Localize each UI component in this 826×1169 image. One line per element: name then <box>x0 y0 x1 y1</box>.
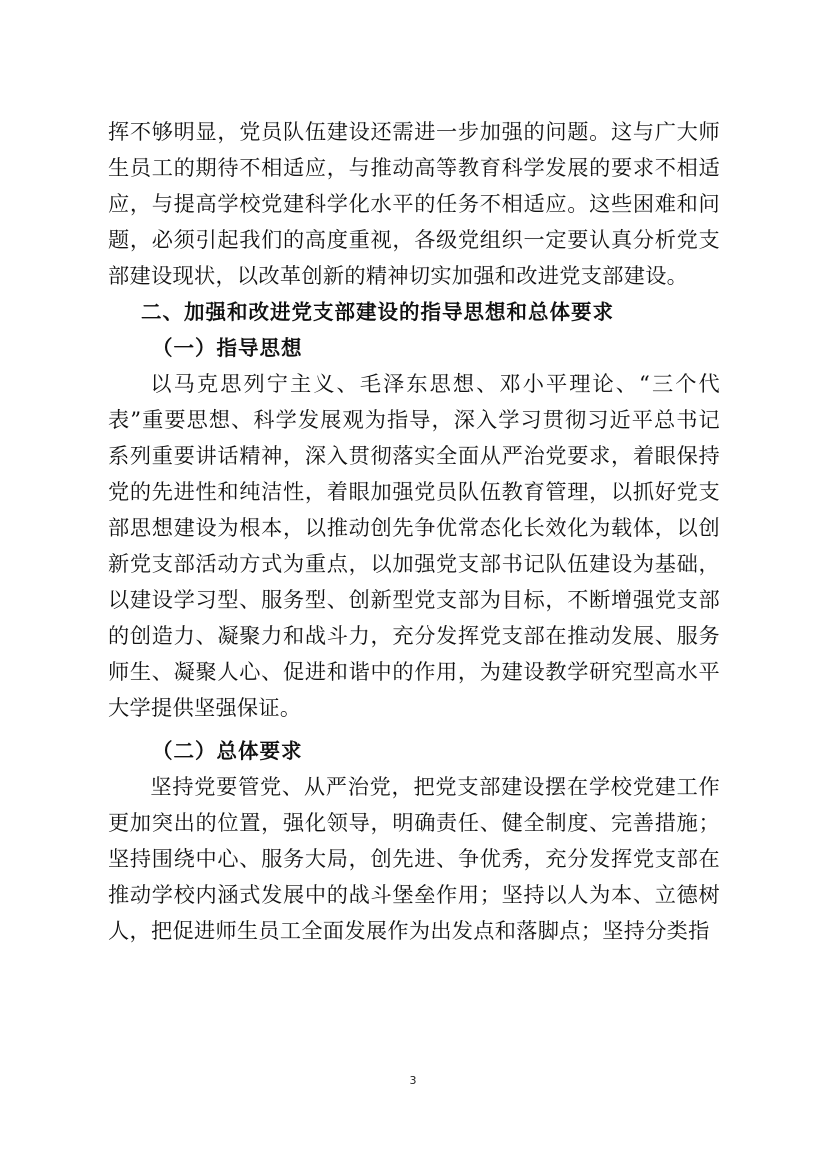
continuation-paragraph: 挥不够明显，党员队伍建设还需进一步加强的问题。这与广大师生员工的期待不相适应，与推动高等教育科学发展的要求不相适应，与提高学校党建科学化水平的任务不相适应。这些困难和问题，必须引起我们的高度重视，各级党组织一定要认真分析党支部建设现状，以改革创新的精神切实加强和改进党支部建设。 <box>108 119 720 288</box>
spacer <box>108 726 720 733</box>
page-number: 3 <box>409 1074 417 1087</box>
subsection-heading-guiding-ideology: （一）指导思想 <box>152 336 303 360</box>
subsection-heading-overall-requirements: （二）总体要求 <box>152 739 303 763</box>
section-heading: 二、加强和改进党支部建设的指导思想和总体要求 <box>141 300 614 324</box>
document-body <box>108 114 720 949</box>
guiding-ideology-paragraph: 以马克思列宁主义、毛泽东思想、邓小平理论、“三个代表”重要思想、科学发展观为指导，深入学习贯彻习近平总书记系列重要讲话精神，深入贯彻落实全面从严治党要求，着眼保持党的先进性和纯洁性，着眼加强党员队伍教育管理，以抓好党支部思想建设为根本，以推动创先争优常态化长效化为载体，以创新党支部活动方式为重点，以加强党支部书记队伍建设为基础，以建设学习型、服务型、创新型党支部为目标，不断增强党支部的创造力、凝聚力和战斗力，充分发挥党支部在推动发展、服务师生、凝聚人心、促进和谐中的作用，为建设教学研究型高水平大学提供坚强保证。 <box>108 371 720 720</box>
overall-requirements-paragraph: 坚持党要管党、从严治党，把党支部建设摆在学校党建工作更加突出的位置，强化领导，明确责任、健全制度、完善措施；坚持围绕中心、服务大局，创先进、争优秀，充分发挥党支部在推动学校内涵式发展中的战斗堡垒作用；坚持以人为本、立德树人，把促进师生员工全面发展作为出发点和落脚点；坚持分类指 <box>108 774 720 943</box>
